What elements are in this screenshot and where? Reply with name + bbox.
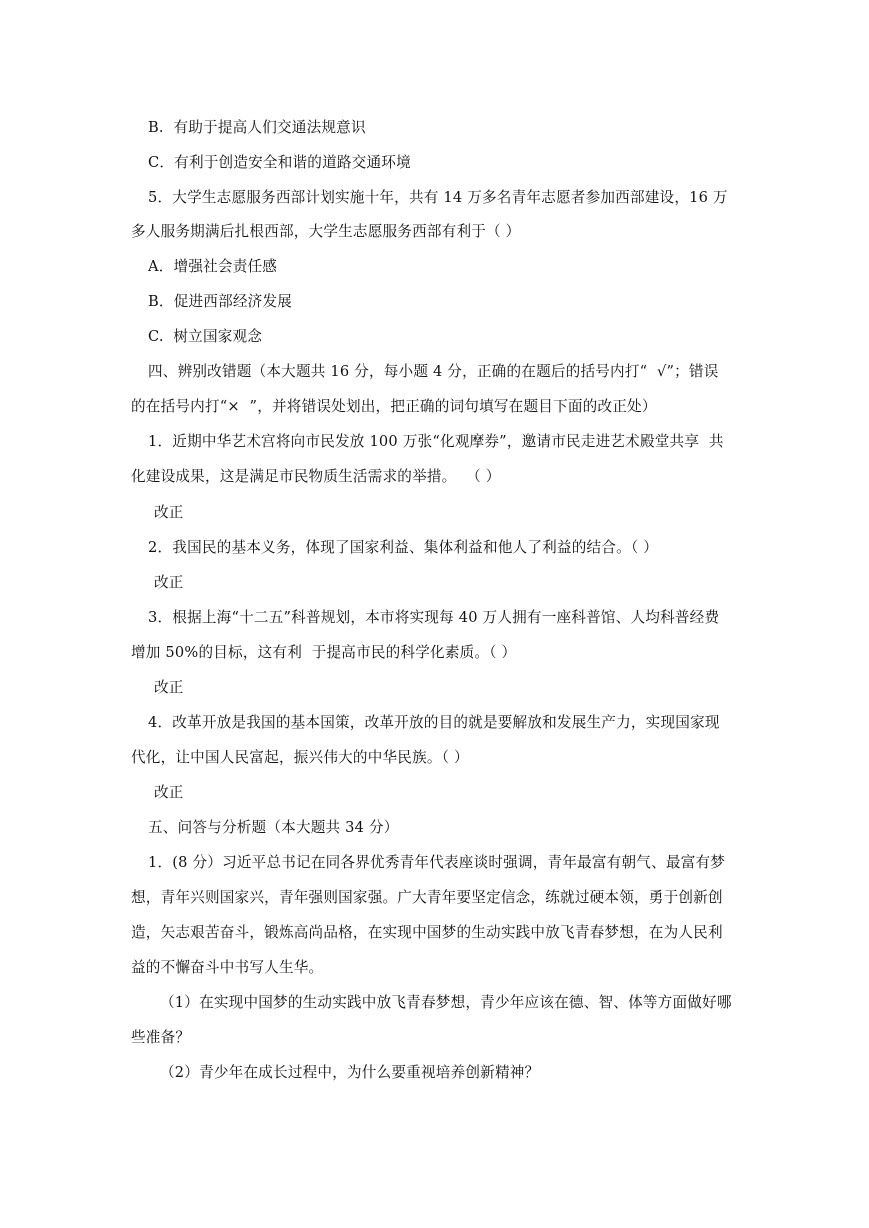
s4-question-4-correction: 改正 bbox=[154, 784, 184, 801]
s4-question-1-line-2: 化建设成果，这是满足市民物质生活需求的举措。 （ ） bbox=[131, 468, 501, 485]
s4-question-1-line-1: 1．近期中华艺术宫将向市民发放 100 万张“化观摩券”，邀请市民走进艺术殿堂共享 共 bbox=[148, 433, 724, 450]
question-5-option-b: B．促进西部经济发展 bbox=[148, 293, 293, 310]
s5-question-1-line-2: 想，青年兴则国家兴，青年强则国家强。广大青年要坚定信念，练就过硬本领，勇于创新创 bbox=[131, 889, 723, 906]
question-5-option-a: A．增强社会责任感 bbox=[148, 258, 278, 275]
question-5-line-1: 5．大学生志愿服务西部计划实施十年，共有 14 万多名青年志愿者参加西部建设，16 万 bbox=[148, 189, 728, 206]
s4-question-2-correction: 改正 bbox=[154, 574, 184, 591]
s5-subquestion-1-line-2: 些准备？ bbox=[131, 1029, 191, 1046]
s4-question-3-line-2: 增加 50%的目标，这有利 于提高市民的科学化素质。（ ） bbox=[131, 644, 517, 661]
section-5-heading: 五、问答与分析题（本大题共 34 分） bbox=[148, 819, 399, 836]
s4-question-4-line-2: 代化，让中国人民富起，振兴伟大的中华民族。（ ） bbox=[131, 749, 469, 766]
section-4-heading-line-1: 四、辨别改错题（本大题共 16 分，每小题 4 分，正确的在题后的括号内打“ √”；错误 bbox=[148, 363, 719, 380]
question-5-option-c: C. 树立国家观念 bbox=[148, 328, 263, 345]
section-4-heading-line-2: 的在括号内打“× ”，并将错误处划出，把正确的词句填写在题目下面的改正处） bbox=[131, 398, 657, 415]
s5-subquestion-1-line-1: （1）在实现中国梦的生动实践中放飞青春梦想，青少年应该在德、智、体等方面做好哪 bbox=[160, 994, 732, 1011]
option-b-traffic: B. 有助于提高人们交通法规意识 bbox=[148, 119, 366, 136]
s4-question-3-correction: 改正 bbox=[154, 679, 184, 696]
option-c-traffic: C．有利于创造安全和谐的道路交通环境 bbox=[148, 154, 411, 171]
s5-subquestion-2-line-1: （2）青少年在成长过程中，为什么要重视培养创新精神？ bbox=[160, 1064, 540, 1081]
s4-question-2-line-1: 2．我国民的基本义务，体现了国家利益、集体利益和他人了利益的结合。（ ） bbox=[148, 539, 659, 556]
question-5-line-2: 多人服务期满后扎根西部，大学生志愿服务西部有利于（ ） bbox=[131, 223, 521, 240]
s5-question-1-line-3: 造，矢志艰苦奋斗，锻炼高尚品格，在实现中国梦的生动实践中放飞青春梦想，在为人民利 bbox=[131, 924, 723, 941]
s4-question-1-correction: 改正 bbox=[154, 504, 184, 521]
s5-question-1-line-1: 1．(8 分）习近平总书记在同各界优秀青年代表座谈时强调，青年最富有朝气、最富有梦 bbox=[148, 854, 726, 871]
s4-question-3-line-1: 3．根据上海“十二五”科普规划，本市将实现每 40 万人拥有一座科普馆、人均科普经费 bbox=[148, 609, 720, 626]
s5-question-1-line-4: 益的不懈奋斗中书写人生华。 bbox=[131, 959, 324, 976]
s4-question-4-line-1: 4．改革开放是我国的基本国策，改革开放的目的就是要解放和发展生产力，实现国家现 bbox=[148, 714, 720, 731]
